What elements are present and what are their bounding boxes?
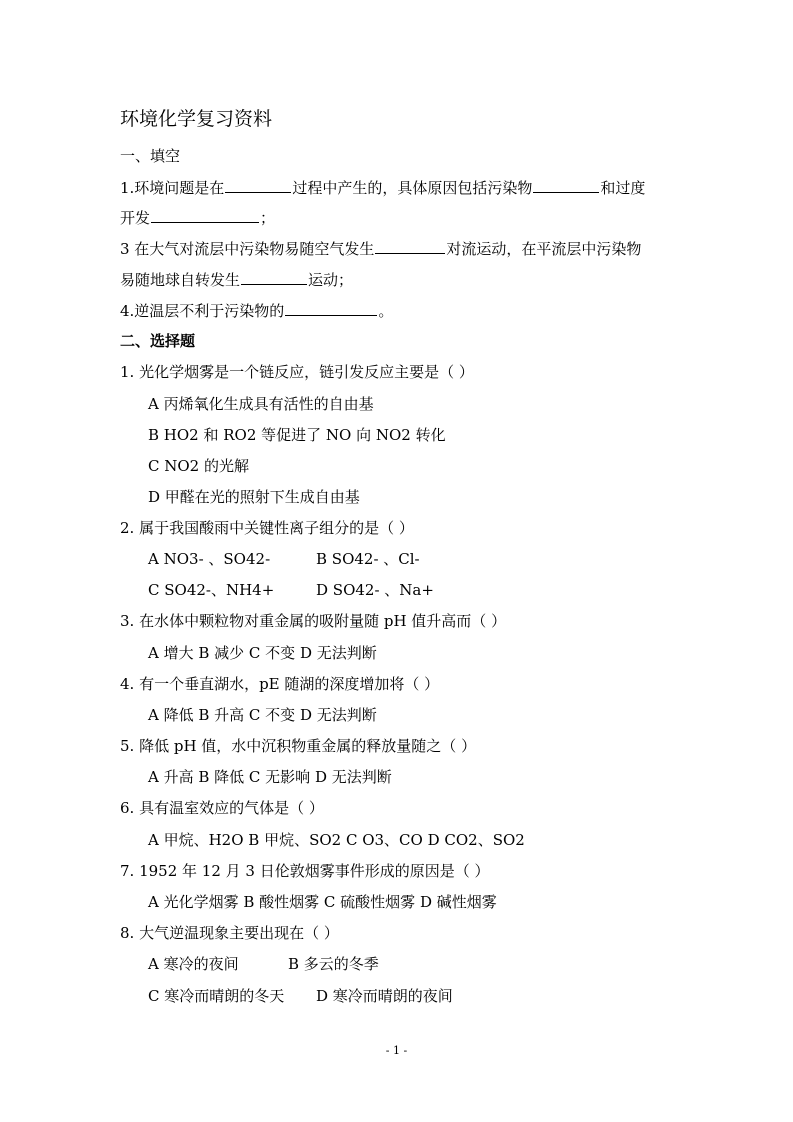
option: C NO2 的光解 xyxy=(148,457,249,475)
fill-question-3-cont xyxy=(120,269,353,290)
question-stem: 5. 降低 pH 值，水中沉积物重金属的释放量随之（ ） xyxy=(120,737,477,755)
question-stem: 7. 1952 年 12 月 3 日伦敦烟雾事件形成的原因是（ ） xyxy=(120,862,490,880)
option: D SO42- 、Na+ xyxy=(316,581,434,599)
q4-text-b: 。 xyxy=(378,302,394,320)
q1-text-a: 1.环境问题是在 xyxy=(120,179,225,197)
option: D 寒冷而晴朗的夜间 xyxy=(316,987,453,1005)
question-stem: 8. 大气逆温现象主要出现在（ ） xyxy=(120,924,339,942)
question-stem: 3. 在水体中颗粒物对重金属的吸附量随 pH 值升高而（ ） xyxy=(120,612,507,630)
q4-text-a: 4.逆温层不利于污染物的 xyxy=(120,302,285,320)
option: A 寒冷的夜间 xyxy=(148,955,239,973)
answer-blank xyxy=(225,177,291,193)
question-stem: 2. 属于我国酸雨中关键性离子组分的是（ ） xyxy=(120,519,414,537)
option: A 甲烷、H2O B 甲烷、SO2 C O3、CO D CO2、SO2 xyxy=(148,831,525,849)
option: A 增大 B 减少 C 不变 D 无法判断 xyxy=(148,644,377,662)
option: A NO3- 、SO42- xyxy=(148,550,271,568)
section-heading-multiple-choice: 二、选择题 xyxy=(120,332,196,350)
option: A 丙烯氧化生成具有活性的自由基 xyxy=(148,395,374,413)
q1-text-d: 开发 xyxy=(120,209,151,227)
fill-question-1 xyxy=(120,177,645,198)
q3-text-c: 易随地球自转发生 xyxy=(120,271,241,289)
fill-question-3 xyxy=(120,238,641,259)
q1-text-b: 过程中产生的，具体原因包括污染物 xyxy=(292,179,533,197)
answer-blank xyxy=(151,207,259,223)
answer-blank xyxy=(241,269,307,285)
q1-text-e: ； xyxy=(260,209,276,227)
q3-text-a: 3 在大气对流层中污染物易随空气发生 xyxy=(120,240,375,258)
option: B HO2 和 RO2 等促进了 NO 向 NO2 转化 xyxy=(148,426,446,444)
option: C SO42-、NH4+ xyxy=(148,581,275,599)
option: A 升高 B 降低 C 无影响 D 无法判断 xyxy=(148,768,392,786)
question-stem: 6. 具有温室效应的气体是（ ） xyxy=(120,799,324,817)
option: B SO42- 、Cl- xyxy=(316,550,420,568)
document-title: 环境化学复习资料 xyxy=(120,108,273,130)
fill-question-4 xyxy=(120,300,393,321)
answer-blank xyxy=(285,300,377,316)
question-stem: 1. 光化学烟雾是一个链反应，链引发反应主要是（ ） xyxy=(120,363,474,381)
q3-text-d: 运动； xyxy=(308,271,354,289)
option: A 降低 B 升高 C 不变 D 无法判断 xyxy=(148,706,377,724)
option: B 多云的冬季 xyxy=(288,955,379,973)
option: C 寒冷而晴朗的冬天 xyxy=(148,987,285,1005)
q3-text-b: 对流运动，在平流层中污染物 xyxy=(446,240,642,258)
question-stem: 4. 有一个垂直湖水，pE 随湖的深度增加将（ ） xyxy=(120,675,440,693)
option: A 光化学烟雾 B 酸性烟雾 C 硫酸性烟雾 D 碱性烟雾 xyxy=(148,893,497,911)
page-number: - 1 - xyxy=(385,1044,408,1057)
answer-blank xyxy=(533,177,599,193)
section-heading-fill-blank: 一、填空 xyxy=(120,147,181,165)
fill-question-1-cont xyxy=(120,207,275,228)
q1-text-c: 和过度 xyxy=(600,179,646,197)
answer-blank xyxy=(375,238,445,254)
option: D 甲醛在光的照射下生成自由基 xyxy=(148,488,360,506)
